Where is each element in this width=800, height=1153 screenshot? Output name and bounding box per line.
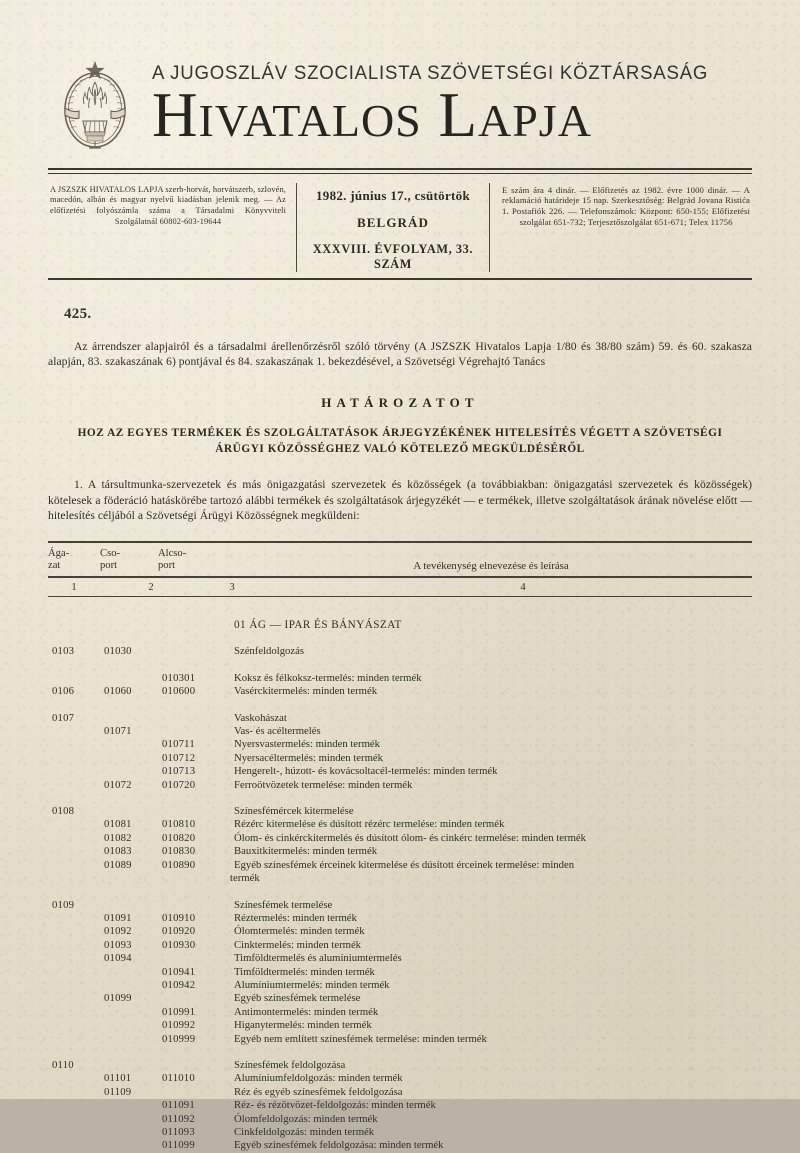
- gazette-supertitle: A JUGOSZLÁV SZOCIALISTA SZÖVETSÉGI KÖZTÁRSASÁG: [152, 61, 709, 83]
- table-cell-subgroup: 010720: [162, 778, 196, 791]
- table-cell-sector: [48, 845, 104, 858]
- table-row: [48, 979, 752, 992]
- table-cell-description: Alumíniumtermelés: minden termék: [234, 978, 390, 991]
- table-row: [48, 645, 752, 658]
- table-cell-group: [104, 966, 162, 979]
- table-cell-subgroup: 010999: [162, 1032, 196, 1045]
- table-cell-subgroup: 011099: [162, 1139, 195, 1152]
- table-cell-sector: [48, 979, 104, 992]
- table-cell-sector: [48, 725, 104, 738]
- sfry-coat-of-arms-icon: [56, 58, 134, 154]
- table-cell-subgroup: 010711: [162, 738, 195, 751]
- table-cell-group: [104, 1113, 162, 1126]
- table-row: [48, 1113, 752, 1126]
- table-cell-subgroup: [162, 952, 234, 965]
- table-cell-description: Szénfeldolgozás: [234, 645, 305, 658]
- table-cell-subgroup: 010992: [162, 1019, 196, 1032]
- table-cell-sector: [48, 1126, 104, 1139]
- table-cell-group: 01099: [104, 992, 132, 1005]
- table-header-col1-line1: Ága-: [48, 547, 70, 559]
- masthead-bottom-rule: [48, 278, 752, 280]
- table-cell-subgroup: 010910: [162, 911, 196, 924]
- table-cell-description: Alumíniumfeldolgozás: minden termék: [234, 1072, 403, 1085]
- table-colnum-2: 2: [148, 581, 154, 593]
- table-row: [48, 1006, 752, 1019]
- table-cell-sector: [48, 1033, 104, 1046]
- table-cell-description: Rézérc kitermelése és dúsított rézérc termelése: minden termék: [234, 818, 505, 831]
- table-row: [48, 899, 752, 912]
- table-cell-group: [104, 1006, 162, 1019]
- table-cell-subgroup: 010930: [162, 938, 196, 951]
- table-header-col2: [100, 548, 158, 572]
- table-cell-subgroup: 011092: [162, 1112, 195, 1125]
- table-cell-sector: [48, 779, 104, 792]
- table-cell-description: Vaskohászat: [234, 711, 287, 724]
- table-cell-subgroup: 010942: [162, 978, 196, 991]
- table-cell-sector: [48, 992, 104, 1005]
- table-cell-group: 01072: [104, 778, 132, 791]
- activity-table: [48, 541, 752, 1153]
- table-row: [48, 1059, 752, 1072]
- table-cell-group: 01093: [104, 938, 132, 951]
- table-cell-description: Színesfémércek kitermelése: [234, 805, 354, 818]
- table-cell-group: [104, 1099, 162, 1112]
- table-cell-subgroup: 010890: [162, 858, 196, 871]
- document-body: [0, 306, 800, 1153]
- title-ivatalos: IVATALOS: [198, 95, 422, 146]
- table-cell-group: [104, 752, 162, 765]
- table-cell-subgroup: 010920: [162, 925, 196, 938]
- table-cell-description: Cinkfeldolgozás: minden termék: [234, 1126, 375, 1138]
- table-cell-description: Vas- és acéltermelés: [234, 725, 321, 738]
- table-cell-description: Színesfémek feldolgozása: [234, 1058, 346, 1071]
- table-cell-sector: [48, 1113, 104, 1126]
- table-cell-sector: [48, 859, 104, 872]
- table-section-title-row: [48, 619, 752, 632]
- table-cell-sector: [48, 1086, 104, 1099]
- issue-volume-number: XXXVIII. ÉVFOLYAM, 33. SZÁM: [312, 241, 474, 271]
- table-cell-description: Egyéb nem említett színesfémek termelése: minden termék: [234, 1032, 487, 1045]
- table-cell-subgroup: 010820: [162, 831, 196, 844]
- table-cell-sector: [48, 752, 104, 765]
- table-cell-group: 01030: [104, 645, 132, 658]
- table-cell-description: Egyéb színesfémek érceinek kitermelése és dúsított érceinek termelése: minden: [234, 858, 575, 871]
- table-header-col2-line1: Cso-: [100, 547, 121, 559]
- table-cell-description: Egyéb színesfémek feldolgozása: minden termék: [234, 1139, 444, 1152]
- table-cell-subgroup: [162, 645, 234, 658]
- table-cell-description: Ólomfeldolgozás: minden termék: [234, 1112, 378, 1125]
- table-cell-subgroup: [162, 899, 234, 912]
- act-number: 425.: [64, 306, 92, 323]
- table-cell-sector: [48, 738, 104, 751]
- masthead-rule-thin: [48, 173, 752, 174]
- table-cell-sector: 0110: [52, 1058, 74, 1071]
- table-cell-description: Antimontermelés: minden termék: [234, 1005, 379, 1018]
- table-cell-description: Timföldtermelés és alumíniumtermelés: [234, 952, 402, 965]
- table-cell-group: [104, 738, 162, 751]
- table-cell-description: Egyéb színesfémek termelése: [234, 992, 361, 1005]
- table-cell-subgroup: 010810: [162, 818, 196, 831]
- table-cell-sector: [48, 939, 104, 952]
- table-cell-group: [104, 672, 162, 685]
- table-cell-sector: 0107: [52, 711, 75, 724]
- title-apja: APJA: [478, 95, 592, 146]
- table-header-col3-line1: Alcso-: [158, 547, 187, 559]
- table-row: [48, 725, 752, 738]
- table-row: [48, 925, 752, 938]
- table-cell-description: Hengerelt-, húzott- és kovácsoltacél-termelés: minden termék: [234, 765, 498, 778]
- table-cell-sector: [48, 765, 104, 778]
- decision-subheading: HOZ AZ EGYES TERMÉKEK ÉS SZOLGÁLTATÁSOK ÁRJEGYZÉKÉNEK HITELESÍTÉS VÉGETT A SZÖVETSÉGI ÁRÜGYI KÖZÖSSÉGHEZ VALÓ KÖTELEZŐ MEGKÜLDÉSÉRŐL: [77, 427, 723, 456]
- masthead-rule-thick: [48, 168, 752, 170]
- table-cell-group: [104, 712, 162, 725]
- table-rows-host: [48, 645, 752, 1152]
- table-cell-group: 01060: [104, 685, 132, 698]
- table-cell-description: Ólom- és cinkérckitermelés és dúsított ólom- és cinkérc termelése: minden termék: [234, 831, 586, 844]
- table-cell-subgroup: [162, 1059, 234, 1072]
- table-row: [48, 1086, 752, 1099]
- gazette-title: [152, 80, 752, 150]
- table-row: [48, 779, 752, 792]
- table-cell-group: 01092: [104, 925, 132, 938]
- table-row: [48, 672, 752, 685]
- preamble-paragraph: Az árrendszer alapjairól és a társadalmi árellenőrzésről szóló törvény (A JSZSZK Hivatalos Lapja 1/80 és 38/80 szám) 59. és 60. szakasza alapján, 83. szakaszának 6) pontjával és 84. szakaszának 1. bekezdésével, a Szövetségi Végrehajtó Tanács: [48, 340, 752, 369]
- table-cell-subgroup: [162, 712, 234, 725]
- title-h: H: [152, 80, 199, 150]
- table-row: [48, 818, 752, 831]
- table-row: [48, 939, 752, 952]
- table-cell-subgroup: 011091: [162, 1099, 195, 1112]
- table-cell-group: [104, 1126, 162, 1139]
- table-cell-group: [104, 1019, 162, 1032]
- table-header-col1-line2: zat: [48, 559, 61, 571]
- table-cell-description: Ólomtermelés: minden termék: [234, 925, 365, 938]
- table-cell-group: 01101: [104, 1072, 132, 1085]
- table-cell-group: 01091: [104, 911, 132, 924]
- table-body: [48, 619, 752, 1153]
- table-cell-description: Koksz és félkoksz-termelés: minden termék: [234, 671, 422, 684]
- table-row: [48, 912, 752, 925]
- table-cell-sector: [48, 1099, 104, 1112]
- title-l: L: [438, 80, 478, 150]
- table-cell-sector: [48, 1019, 104, 1032]
- table-row: [48, 859, 752, 872]
- table-cell-group: 01089: [104, 858, 132, 871]
- table-cell-sector: 0106: [52, 685, 75, 698]
- article-1-paragraph: 1. A társultmunka-szervezetek és más önigazgatási szervezetek és közösségek (a továbbiakban: önigazgatási szervezetek és közösségek) kötelesek a föderáció hatáskörébe tartozó alábbi termékek és szolgáltatások árjegyzékét — e termékek, illetve szolgáltatások árának növelése előtt — hitelesítés céljából a Szövetségi Árügyi Közösségnek megküldeni:: [48, 478, 752, 522]
- table-cell-group: 01094: [104, 952, 132, 965]
- issue-date: 1982. június 17., csütörtök: [315, 187, 470, 203]
- table-cell-sector: [48, 925, 104, 938]
- table-header-col4: A tevékenység elnevezése és leírása: [413, 559, 569, 572]
- table-row: [48, 845, 752, 858]
- table-cell-subgroup: 010941: [162, 965, 196, 978]
- table-cell-sector: [48, 832, 104, 845]
- table-row: [48, 1019, 752, 1032]
- table-cell-group: [104, 899, 162, 912]
- table-cell-subgroup: 010830: [162, 845, 196, 858]
- table-cell-group: 01081: [104, 818, 132, 831]
- table-cell-group: 01082: [104, 831, 132, 844]
- table-cell-subgroup: 010600: [162, 685, 196, 698]
- table-cell-subgroup: [162, 805, 234, 818]
- table-row: [48, 765, 752, 778]
- table-rule-bottom: [48, 596, 752, 598]
- table-cell-sector: 0103: [52, 645, 75, 658]
- table-cell-sector: [48, 672, 104, 685]
- table-row: [48, 832, 752, 845]
- table-row: [48, 992, 752, 1005]
- table-cell-description: Cinktermelés: minden termék: [234, 938, 362, 951]
- issue-info-center: [296, 183, 490, 272]
- table-row: [48, 1033, 752, 1046]
- table-cell-sector: [48, 1139, 104, 1152]
- table-cell-sector: [48, 912, 104, 925]
- table-colnum-1: 1: [71, 581, 77, 593]
- table-cell-subgroup: 011093: [162, 1126, 195, 1138]
- table-cell-subgroup: 010991: [162, 1005, 196, 1018]
- table-section-title: 01 ÁG — IPAR ÉS BÁNYÁSZAT: [234, 619, 402, 631]
- table-cell-description: Timföldtermelés: minden termék: [234, 965, 375, 978]
- table-cell-description: Réz és egyéb színesfémek feldolgozása: [234, 1085, 403, 1098]
- table-row: [48, 1072, 752, 1085]
- table-header-col1: [48, 548, 100, 572]
- table-cell-sector: [48, 1006, 104, 1019]
- table-cell-sector: 0109: [52, 898, 75, 911]
- table-column-numbers-row: [48, 578, 752, 596]
- table-cell-description: Ferroötvözetek termelése: minden termék: [234, 778, 413, 791]
- table-row: [48, 752, 752, 765]
- table-cell-group: 01071: [104, 725, 132, 738]
- table-cell-description: Nyersacéltermelés: minden termék: [234, 751, 383, 764]
- table-cell-sector: [48, 966, 104, 979]
- subscription-note-right-text: E szám ára 4 dinár. — Előfizetés az 1982. évre 1000 dinár. — A reklamáció határideje 15 nap. Szerkesztőség: Belgrád Jovana Ristića 1. Postafiók 226. — Telefonszámok: Központ: 650-155; Előfizetési szolgálat 651-732; Terjesztőszolgálat 651-671; Telex 11756: [502, 184, 750, 227]
- table-cell-sector: [48, 818, 104, 831]
- table-cell-description: Vasérckitermelés: minden termék: [234, 685, 378, 698]
- issue-city: BELGRÁD: [357, 214, 429, 230]
- table-cell-description: Réztermelés: minden termék: [234, 911, 357, 924]
- table-cell-description: Bauxitkitermelés: minden termék: [234, 845, 378, 858]
- table-cell-sector: [48, 1072, 104, 1085]
- table-cell-group: [104, 805, 162, 818]
- table-row-continuation: [48, 872, 752, 885]
- table-row: [48, 712, 752, 725]
- table-row: [48, 738, 752, 751]
- table-row: [48, 685, 752, 698]
- table-row: [48, 805, 752, 818]
- table-cell-group: [104, 1033, 162, 1046]
- table-cell-group: [104, 979, 162, 992]
- table-header-col2-line2: port: [100, 559, 118, 571]
- table-header-row: [48, 543, 752, 576]
- table-cell-description-continuation: termék: [230, 872, 260, 885]
- subscription-note-right: [490, 183, 752, 272]
- table-header-col3-line2: port: [158, 559, 176, 571]
- masthead: [0, 0, 800, 280]
- table-cell-group: 01109: [104, 1085, 132, 1098]
- masthead-info-strip: [48, 183, 752, 272]
- table-cell-subgroup: 011010: [162, 1072, 195, 1085]
- table-cell-subgroup: 010301: [162, 671, 196, 684]
- table-cell-description: Higanytermelés: minden termék: [234, 1019, 372, 1032]
- table-cell-subgroup: [162, 725, 234, 738]
- table-row: [48, 1139, 752, 1152]
- table-cell-group: [104, 765, 162, 778]
- table-header-col3: [158, 548, 230, 572]
- table-cell-description: Színesfémek termelése: [234, 898, 333, 911]
- table-row: [48, 1126, 752, 1139]
- table-cell-group: [104, 1139, 162, 1152]
- table-cell-subgroup: 010713: [162, 765, 196, 778]
- publication-note-left: [48, 183, 296, 272]
- table-row: [48, 1099, 752, 1112]
- table-row: [48, 966, 752, 979]
- table-colnum-3: 3: [229, 581, 235, 593]
- table-cell-sector: [48, 952, 104, 965]
- decision-heading: HATÁROZATOT: [321, 395, 479, 411]
- table-cell-subgroup: 010712: [162, 751, 196, 764]
- table-cell-group: 01083: [104, 845, 132, 858]
- table-colnum-4: 4: [520, 581, 526, 593]
- table-cell-subgroup: [162, 992, 234, 1005]
- table-cell-sector: 0108: [52, 805, 75, 818]
- table-cell-description: Réz- és rézötvözet-feldolgozás: minden termék: [234, 1099, 436, 1112]
- table-row: [48, 952, 752, 965]
- table-cell-subgroup: [162, 1086, 234, 1099]
- table-cell-group: [104, 1059, 162, 1072]
- publication-note-left-text: A JSZSZK HIVATALOS LAPJA szerb-horvát, horvátszerb, szlovén, macedón, albán és magyar nyelvű kiadásban jelenik meg. — Az előfizetési folyószámla száma a Társadalmi Könyvviteli Szolgálatnál 60802-603-19644: [50, 184, 286, 226]
- table-cell-description: Nyersvastermelés: minden termék: [234, 738, 381, 751]
